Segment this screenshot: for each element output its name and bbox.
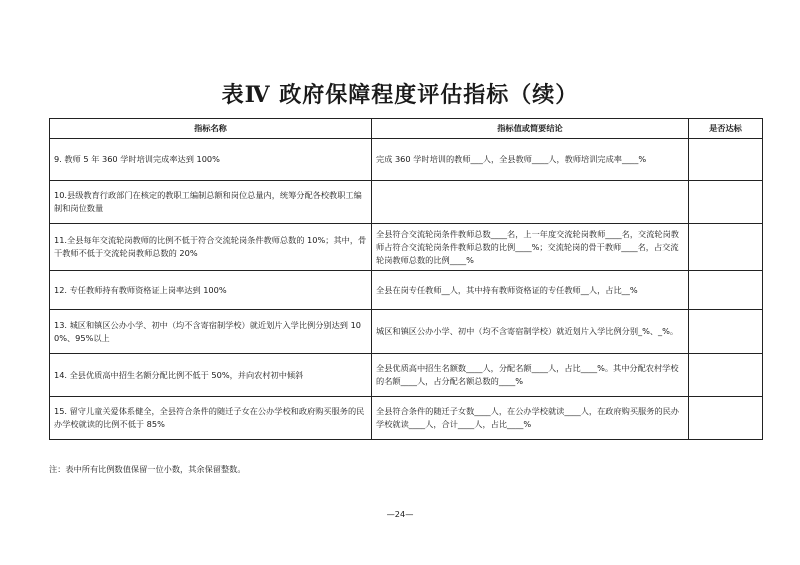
value-cell: 城区和镇区公办小学、初中（均不含寄宿制学校）就近划片入学比例分别_%、_%。: [372, 310, 689, 354]
table-row: [50, 224, 763, 271]
table-row: [50, 354, 763, 397]
table-header-row: [50, 119, 763, 139]
table-row: [50, 310, 763, 354]
met-cell: [689, 224, 763, 271]
met-cell: [689, 139, 763, 181]
table-row: [50, 139, 763, 181]
indicator-cell: 15. 留守儿童关爱体系健全，全县符合条件的随迁子女在公办学校和政府购买服务的民办学校就读的比例不低于 85%: [50, 397, 372, 440]
header-met: 是否达标: [689, 119, 763, 139]
value-cell: 全县在岗专任教师__人，其中持有教师资格证的专任教师__人，占比__%: [372, 271, 689, 310]
header-indicator-name: 指标名称: [50, 119, 372, 139]
met-cell: [689, 397, 763, 440]
table-row: [50, 181, 763, 224]
value-cell: 全县符合条件的随迁子女数____人，在公办学校就读____人，在政府购买服务的民办学校就读____人，合计____人，占比____%: [372, 397, 689, 440]
footnote: 注：表中所有比例数值保留一位小数，其余保留整数。: [49, 464, 246, 474]
value-cell: 全县符合交流轮岗条件教师总数____名，上一年度交流轮岗教师____名，交流轮岗教师占符合交流轮岗条件教师总数的比例____%；交流轮岗的骨干教师____名，占交流轮岗教师总数的比例____%: [372, 224, 689, 271]
value-cell: [372, 181, 689, 224]
met-cell: [689, 181, 763, 224]
indicator-cell: 11.全县每年交流轮岗教师的比例不低于符合交流轮岗条件教师总数的 10%；其中，骨干教师不低于交流轮岗教师总数的 20%: [50, 224, 372, 271]
indicator-cell: 9. 教师 5 年 360 学时培训完成率达到 100%: [50, 139, 372, 181]
value-cell: 全县优质高中招生名额数____人，分配名额____人，占比____%。其中分配农村学校的名额____人，占分配名额总数的____%: [372, 354, 689, 397]
table-row: [50, 271, 763, 310]
page-number: —24—: [386, 509, 414, 519]
met-cell: [689, 310, 763, 354]
met-cell: [689, 354, 763, 397]
indicator-cell: 12. 专任教师持有教师资格证上岗率达到 100%: [50, 271, 372, 310]
indicator-table: [49, 118, 763, 440]
met-cell: [689, 271, 763, 310]
table-row: [50, 397, 763, 440]
indicator-cell: 13. 城区和镇区公办小学、初中（均不含寄宿制学校）就近划片入学比例分别达到 100%、95%以上: [50, 310, 372, 354]
indicator-cell: 14. 全县优质高中招生名额分配比例不低于 50%，并向农村初中倾斜: [50, 354, 372, 397]
value-cell: 完成 360 学时培训的教师___人，全县教师____人，教师培训完成率____%: [372, 139, 689, 181]
page-title: 表Ⅳ 政府保障程度评估指标（续）: [221, 82, 579, 108]
indicator-cell: 10.县级教育行政部门在核定的教职工编制总额和岗位总量内，统筹分配各校教职工编制和岗位数量: [50, 181, 372, 224]
header-indicator-value: 指标值或简要结论: [372, 119, 689, 139]
